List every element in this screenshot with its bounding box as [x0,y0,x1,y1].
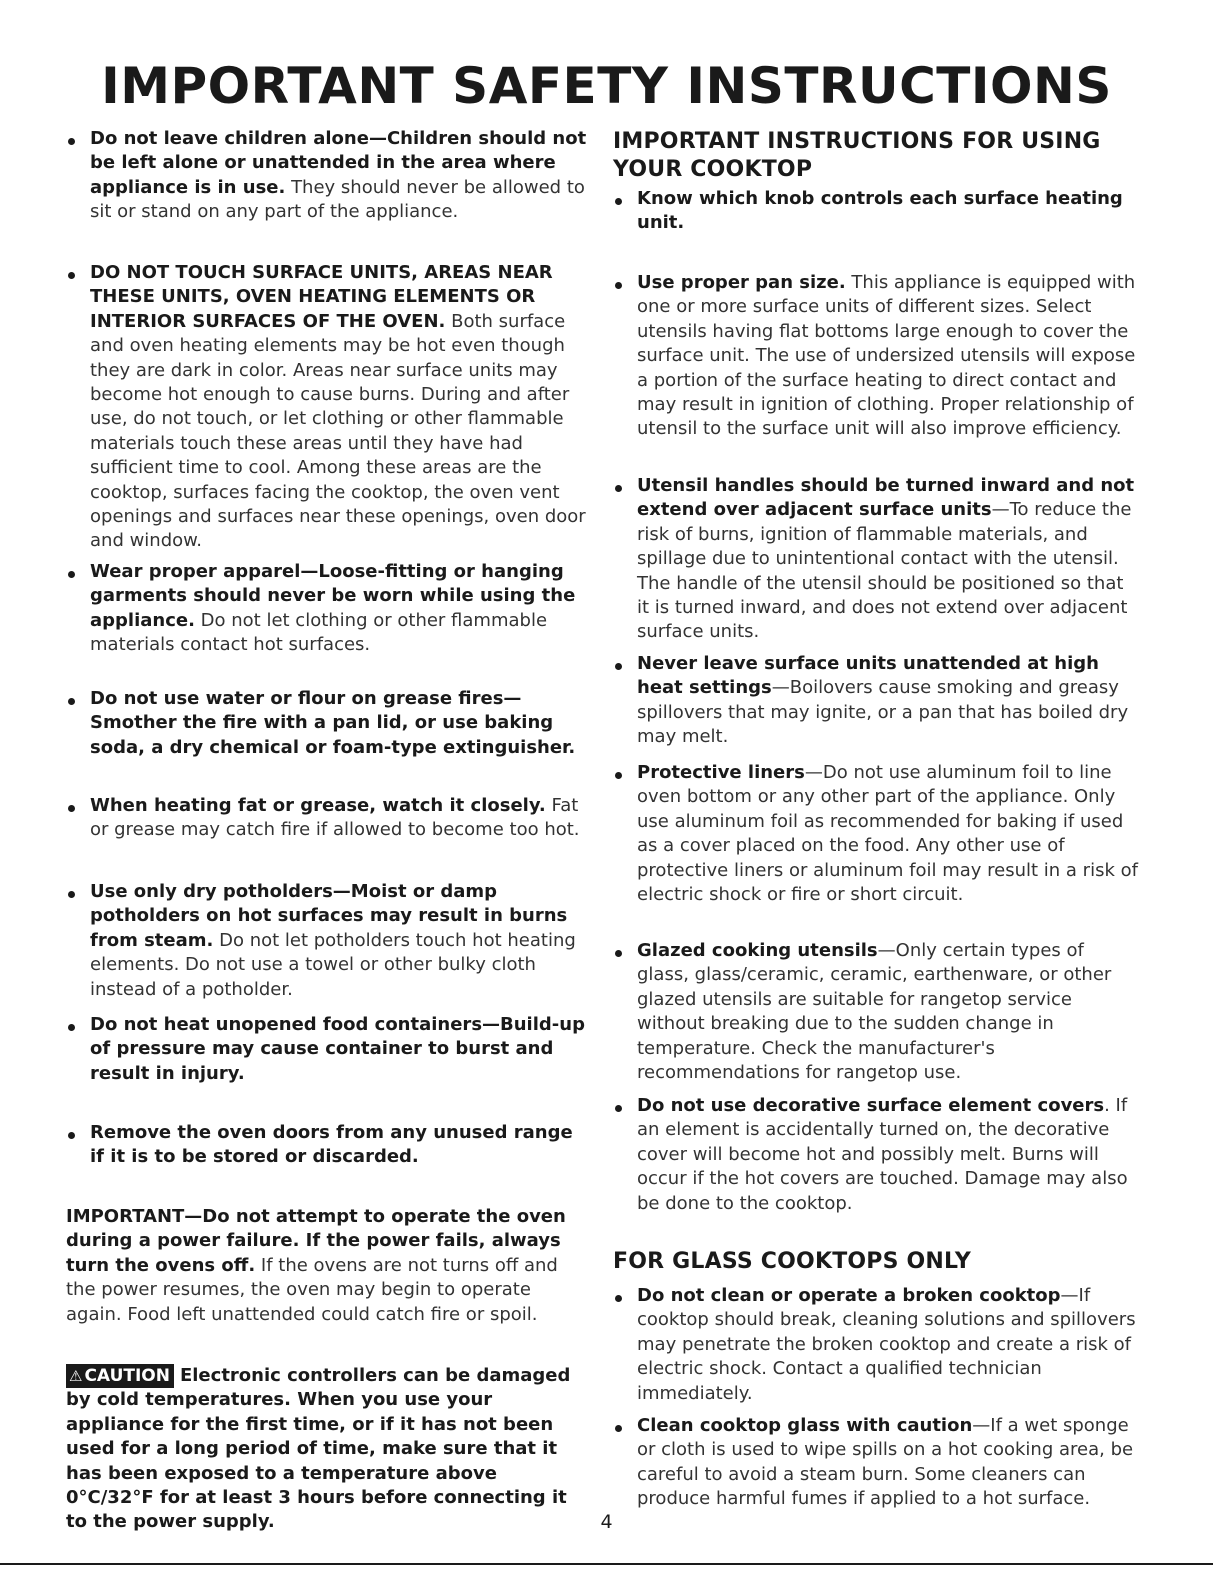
bullet-icon [615,282,622,289]
item-body: This appliance is equipped with one or more surface units of different sizes. Select utensils having flat bottoms large enough to cover the surface unit. The use of undersized utensils will expose a portion of the surface heating to direct contact and may result in ignition of clothing. Proper relationship of utensil to the surface unit will also improve efficiency. [637,272,1136,440]
cooktop-item-glazed-utensils [613,939,1141,1085]
caution-badge [66,1364,174,1388]
caution-block [66,1364,590,1535]
bullet-icon [615,772,622,779]
item-lead: Remove the oven doors from any unused range if it is to be stored or discarded. [90,1122,573,1168]
item-body: —If cooktop should break, cleaning solutions and spillovers may penetrate the broken cooktop and create a risk of electric shock. Contact a qualified technician immediately. [637,1285,1136,1404]
bullet-icon [68,1024,75,1031]
cooktop-item-utensil-handles [613,474,1141,645]
item-body: —If a wet sponge or cloth is used to wipe spills on a hot cooking area, be careful to avoid a steam burn. Some cleaners can produce harmful fumes if applied to a hot surface. [637,1415,1134,1510]
item-lead: When heating fat or grease, watch it closely. [90,795,546,816]
safety-item-unopened-containers [66,1013,590,1086]
section-heading-cooktop: IMPORTANT INSTRUCTIONS FOR USING YOUR COOKTOP [613,129,1101,182]
glass-item-clean-with-caution [613,1414,1141,1512]
footer-rule [0,1563,1213,1565]
item-body: Do not let clothing or other flammable materials contact hot surfaces. [90,609,548,656]
warning-triangle-icon: ⚠ [69,1367,83,1385]
item-lead: Use proper pan size. [637,272,846,293]
item-body: —To reduce the risk of burns, ignition of flammable materials, and spillage due to unintentional contact with the utensil. The handle of the utensil should be positioned so that it is turned inward, and does not extend over adjacent surface units. [637,499,1132,643]
item-body: . If an element is accidentally turned on, the decorative cover will become hot and possibly melt. Burns will occur if the hot covers are touched. Damage may also be done to the cooktop. [637,1095,1128,1214]
bullet-icon [615,485,622,492]
item-lead: Do not use decorative surface element covers [637,1095,1105,1116]
safety-item-apparel [66,560,590,658]
item-body: Do not let potholders touch hot heating elements. Do not use a towel or other bulky cloth instead of a potholder. [90,929,576,1000]
bullet-icon [615,1295,622,1302]
item-lead: Do not use water or flour on grease fires—Smother the fire with a pan lid, or use baking soda, a dry chemical or foam-type extinguisher. [90,688,576,758]
cooktop-item-decorative-covers [613,1094,1141,1216]
item-body: —Boilovers cause smoking and greasy spillovers that may ignite, or a pan that has boiled dry may melt. [637,677,1129,748]
cooktop-item-knob [613,187,1141,236]
bullet-icon [615,198,622,205]
item-lead: Protective liners [637,762,805,783]
safety-item-grease-fires [66,687,590,760]
item-lead: Do not clean or operate a broken cooktop [637,1285,1061,1306]
glass-item-broken-cooktop [613,1284,1141,1406]
item-lead: Do not heat unopened food containers—Build-up of pressure may cause container to burst and result in injury. [90,1014,585,1084]
bullet-icon [615,1105,622,1112]
item-lead: Wear proper apparel—Loose-fitting or hanging garments should never be worn while using the appliance. [90,561,576,631]
safety-item-heating-fat [66,794,590,843]
bullet-icon [68,805,75,812]
bullet-icon [615,1425,622,1432]
note-lead: IMPORTANT—Do not attempt to operate the oven during a power failure. If the power fails, always turn the ovens off. [66,1206,566,1276]
cooktop-item-pan-size [613,271,1141,442]
caution-text: Electronic controllers can be damaged by cold temperatures. When you use your appliance for the first time, or if it has not been used for a long period of time, make sure that it has been exposed to a temperature above 0°C/32°F for at least 3 hours before connecting it to the power supply. [66,1365,571,1533]
item-lead: Never leave surface units unattended at high heat settings [637,653,1099,699]
safety-item-do-not-touch [66,261,590,554]
bullet-icon [68,891,75,898]
item-body: Both surface and oven heating elements may be hot even though they are dark in color. Areas near surface units may become hot enough to cause burns. During and after use, do not touch, or let clothing or other flammable materials touch these areas until they have had sufficient time to cool. Among these areas are the cooktop, surfaces facing the cooktop, the oven vent openings and surfaces near these openings, oven door and window. [90,310,586,552]
item-lead: Utensil handles should be turned inward and not extend over adjacent surface units [637,475,1135,521]
item-lead: Use only dry potholders—Moist or damp potholders on hot surfaces may result in burns from steam. [90,881,568,951]
safety-item-remove-oven-doors [66,1121,590,1170]
item-lead: Do not leave children alone—Children should not be left alone or unattended in the area where appliance is in use. [90,128,587,198]
item-lead: Glazed cooking utensils [637,940,878,961]
safety-item-children [66,127,590,225]
bullet-icon [68,698,75,705]
bullet-icon [68,1132,75,1139]
item-body: —Do not use aluminum foil to line oven bottom or any other part of the appliance. Only use aluminum foil as recommended for baking if used as a cover placed on the food. Any other use of protective liners or aluminum foil may result in a risk of electric shock or fire or short circuit. [637,762,1138,906]
bullet-icon [68,571,75,578]
bullet-icon [615,663,622,670]
item-body: —Only certain types of glass, glass/ceramic, ceramic, earthenware, or other glazed utensils are suitable for rangetop service without breaking due to the sudden change in temperature. Check the manufacturer's recommendations for rangetop use. [637,940,1112,1084]
item-lead: Know which knob controls each surface heating unit. [637,188,1123,234]
safety-item-potholders [66,880,590,1002]
cooktop-item-protective-liners [613,761,1141,907]
cooktop-item-high-heat [613,652,1141,750]
page-number: 4 [600,1511,613,1533]
bullet-icon [68,272,75,279]
page-title: IMPORTANT SAFETY INSTRUCTIONS [101,57,1112,115]
important-power-failure-note [66,1205,590,1327]
section-heading-glass-cooktops: FOR GLASS COOKTOPS ONLY [613,1249,971,1274]
note-body: If the ovens are not turns off and the power resumes, the oven may begin to operate again. Food left unattended could catch fire or spoil. [66,1254,558,1325]
caution-label: CAUTION [84,1366,170,1386]
item-lead: Clean cooktop glass with caution [637,1415,973,1436]
item-lead: DO NOT TOUCH SURFACE UNITS, AREAS NEAR THESE UNITS, OVEN HEATING ELEMENTS OR INTERIOR SURFACES OF THE OVEN. [90,262,553,332]
item-body: Fat or grease may catch fire if allowed to become too hot. [90,795,580,841]
item-body: They should never be allowed to sit or stand on any part of the appliance. [90,176,585,223]
bullet-icon [615,950,622,957]
bullet-icon [68,138,75,145]
